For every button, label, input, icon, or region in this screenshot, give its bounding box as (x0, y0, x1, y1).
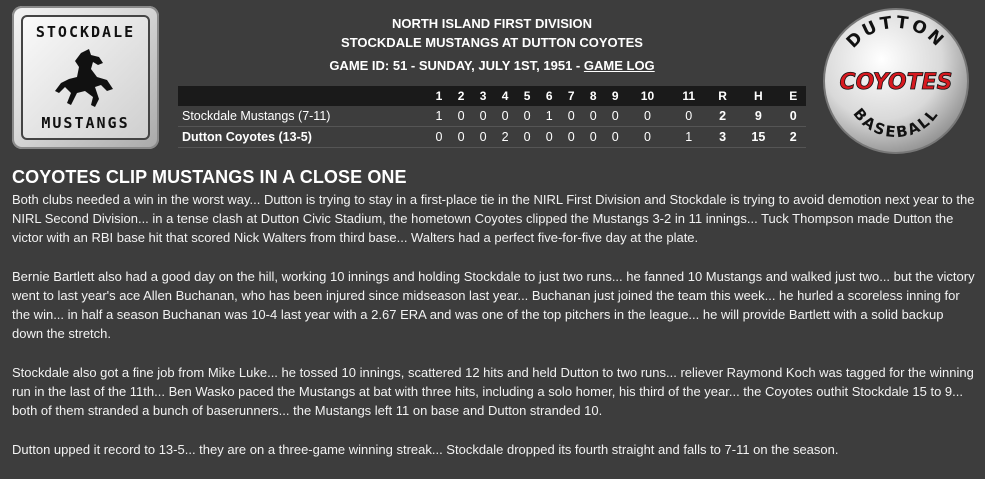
inning-score: 0 (479, 130, 487, 144)
inning-header: 1 (435, 89, 443, 103)
inning-header: 5 (523, 89, 531, 103)
box-score-table (178, 86, 806, 148)
inning-score: 0 (643, 130, 651, 144)
inning-score: 0 (567, 130, 575, 144)
logo-text-baseball: BASEBALL (849, 104, 943, 142)
inning-score: 0 (457, 130, 465, 144)
inning-header: 10 (640, 89, 655, 103)
home-hits: 15 (751, 130, 766, 144)
inning-score: 0 (479, 109, 487, 123)
inning-score: 1 (435, 109, 443, 123)
inning-header: 4 (501, 89, 509, 103)
inning-score: 0 (685, 109, 693, 123)
game-info: GAME ID: 51 - SUNDAY, JULY 1ST, 1951 - (329, 58, 581, 73)
inning-header: 7 (567, 89, 575, 103)
game-header (178, 14, 806, 75)
logo-text-dutton: DUTTON (842, 12, 950, 53)
inning-score: 0 (567, 109, 575, 123)
inning-score: 0 (611, 109, 619, 123)
logo-text-mustangs: MUSTANGS (41, 114, 130, 132)
inning-score: 0 (589, 109, 597, 123)
team-column-header (178, 86, 428, 106)
story-paragraph: Bernie Bartlett also had a good day on the hill, working 10 innings and holding Stockdale to just two runs... he fanned 10 Mustangs and walked just two... but the victory went to last year's ace Allen Buchanan, who has been injured since midseason last year... Buchanan just joined the team this week... he hurled a scoreless inning for the win... in half a season Buchanan was 10-4 last year with a 2.67 ERA and was one of the top pitchers in the league... he will provide Bartlett with a solid backup down the stretch. (12, 269, 975, 341)
inning-score: 0 (435, 130, 443, 144)
story-paragraph: Dutton upped it record to 13-5... they are on a three-game winning streak... Stockdale dropped its fourth straight and falls to 7-11 on the season. (12, 442, 839, 457)
home-team-row (178, 127, 806, 148)
story-paragraph: Both clubs needed a win in the worst way... Dutton is trying to stay in a first-place tie in the NIRL First Division and Stockdale is trying to avoid demotion next year to the NIRL Second Division... in a tense clash at Dutton Civic Stadium, the hometown Coyotes clipped the Mustangs 3-2 in 11 innings... Tuck Thompson made Dutton the victor with an RBI base hit that scored Nick Walters from third base... Walters had a perfect five-for-five day at the plate. (12, 192, 975, 245)
inning-header: 9 (611, 89, 619, 103)
away-errors: 0 (789, 109, 797, 123)
inning-score: 0 (523, 109, 531, 123)
inning-score: 0 (611, 130, 619, 144)
inning-score: 0 (589, 130, 597, 144)
home-team-name[interactable]: Dutton Coyotes (13-5) (182, 130, 312, 144)
home-errors: 2 (789, 130, 797, 144)
dutton-coyotes-logo (821, 6, 971, 156)
story-headline: COYOTES CLIP MUSTANGS IN A CLOSE ONE (12, 167, 407, 187)
game-story (12, 167, 977, 479)
game-info-line (178, 56, 806, 75)
inning-score: 0 (501, 109, 509, 123)
logo-text-stockdale: STOCKDALE (35, 23, 136, 41)
inning-score: 1 (545, 109, 553, 123)
runs-header: R (718, 89, 727, 103)
away-runs: 2 (719, 109, 727, 123)
inning-header: 2 (457, 89, 465, 103)
stockdale-mustangs-logo (12, 6, 159, 149)
inning-score: 0 (457, 109, 465, 123)
away-team-name[interactable]: Stockdale Mustangs (7-11) (182, 109, 331, 123)
hits-header: H (754, 89, 763, 103)
home-runs: 3 (719, 130, 727, 144)
inning-header: 6 (545, 89, 553, 103)
inning-score: 2 (501, 130, 509, 144)
errors-header: E (789, 89, 798, 103)
logo-text-coyotes: COYOTES (839, 70, 953, 95)
away-hits: 9 (754, 109, 762, 123)
league-title: NORTH ISLAND FIRST DIVISION (391, 16, 593, 31)
inning-score: 1 (685, 130, 693, 144)
inning-score: 0 (545, 130, 553, 144)
inning-score: 0 (643, 109, 651, 123)
game-log-link[interactable]: GAME LOG (583, 58, 655, 73)
inning-score: 0 (523, 130, 531, 144)
inning-header: 8 (589, 89, 597, 103)
story-paragraph: Stockdale also got a fine job from Mike Luke... he tossed 10 innings, scattered 12 hits and held Dutton to two runs... reliever Raymond Koch was tagged for the winning run in the last of the 11th... Ben Wasko paced the Mustangs at bat with three hits, including a solo homer, his third of the year... the Coyotes outhit Stockdale 15 to 9... both of them stranded a bunch of baserunners... the Mustangs left 11 on base and Dutton stranded 10. (12, 365, 974, 418)
box-score-header-row (178, 86, 806, 106)
matchup-title: STOCKDALE MUSTANGS AT DUTTON COYOTES (341, 35, 643, 50)
inning-header: 11 (682, 89, 696, 103)
horse-icon (51, 47, 121, 111)
away-team-row (178, 106, 806, 127)
inning-header: 3 (479, 89, 487, 103)
